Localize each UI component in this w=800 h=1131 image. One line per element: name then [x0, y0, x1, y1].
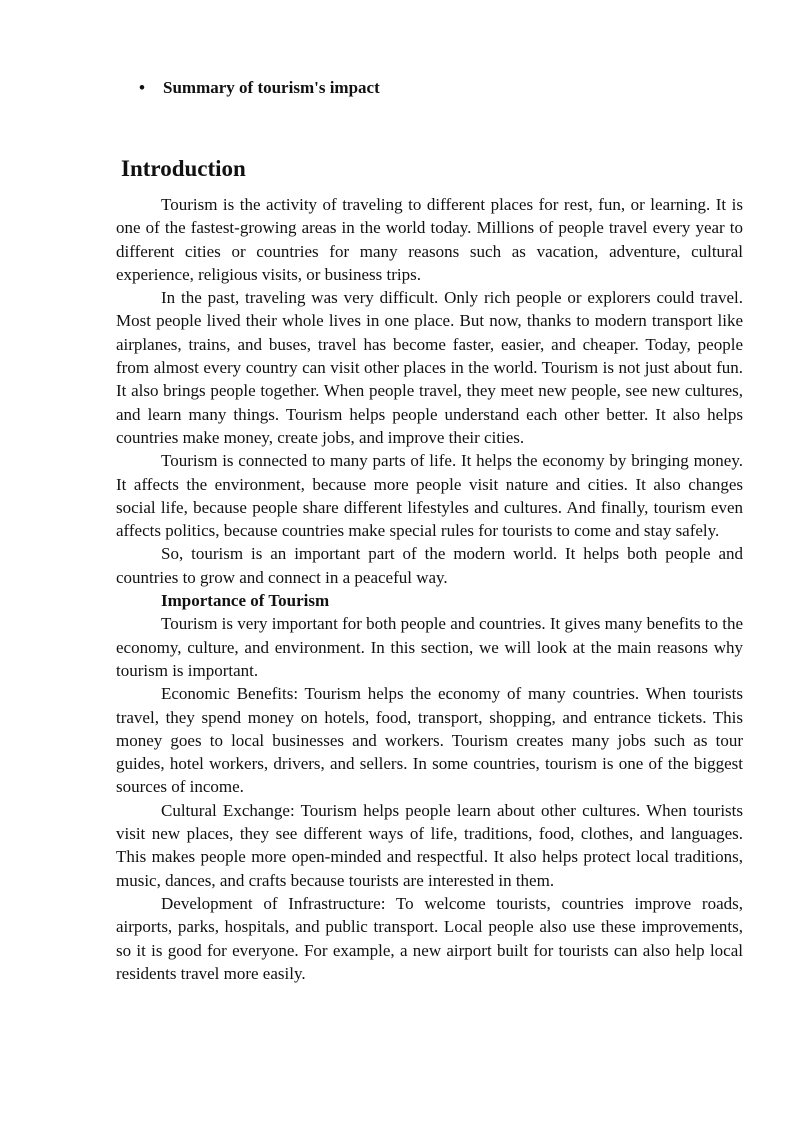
section-heading-introduction: Introduction [121, 156, 246, 181]
bullet-text: Summary of tourism's impact [163, 78, 380, 97]
bullet-list [139, 76, 380, 100]
paragraph: Tourism is connected to many parts of life. It helps the economy by bringing money. It affects the environment, because more people visit nature and cities. It also changes social life, because people share different lifestyles and cultures. And finally, tourism even affects politics, because countries make special rules for tourists to come and stay safely. [116, 451, 743, 541]
paragraph: So, tourism is an important part of the modern world. It helps both people and countries to grow and connect in a peaceful way. [116, 544, 743, 587]
paragraph: Cultural Exchange: Tourism helps people learn about other cultures. When tourists visit new places, they see different ways of life, traditions, food, clothes, and languages. This makes people more open-minded and respectful. It also helps protect local traditions, music, dances, and crafts because tourists are interested in them. [116, 800, 743, 890]
bullet-item [139, 76, 380, 100]
subheading-importance: Importance of Tourism [161, 591, 330, 611]
paragraph: Development of Infrastructure: To welcome tourists, countries improve roads, airports, parks, hospitals, and public transport. Local people also use these improvements, so it is good for everyone. For example, a new airport built for tourists can also help local residents travel more easily. [116, 893, 743, 983]
paragraph: Tourism is the activity of traveling to different places for rest, fun, or learning. It is one of the fastest-growing areas in the world today. Millions of people travel every year to different cities or countries for many reasons such as vacation, adventure, cultural experience, religious visits, or business trips. [116, 195, 743, 284]
paragraph: Economic Benefits: Tourism helps the economy of many countries. When tourists travel, they spend money on hotels, food, transport, shopping, and entrance tickets. This money goes to local businesses and workers. Tourism creates many jobs such as tour guides, hotel workers, drivers, and sellers. In some countries, tourism is one of the biggest sources of income. [116, 684, 743, 797]
paragraph: In the past, traveling was very difficult. Only rich people or explorers could travel. Most people lived their whole lives in one place. But now, thanks to modern transport like airplanes, trains, and buses, travel has become faster, easier, and cheaper. Today, people from almost every country can visit other places in the world. Tourism is not just about fun. It also brings people together. When people travel, they meet new people, see new cultures, and learn many things. Tourism helps people understand each other better. It also helps countries make money, create jobs, and improve their cities. [116, 288, 743, 447]
paragraph: Tourism is very important for both people and countries. It gives many benefits to the economy, culture, and environment. In this section, we will look at the main reasons why tourism is important. [116, 614, 743, 680]
body-text [116, 193, 743, 985]
bullet-icon: • [139, 78, 145, 97]
